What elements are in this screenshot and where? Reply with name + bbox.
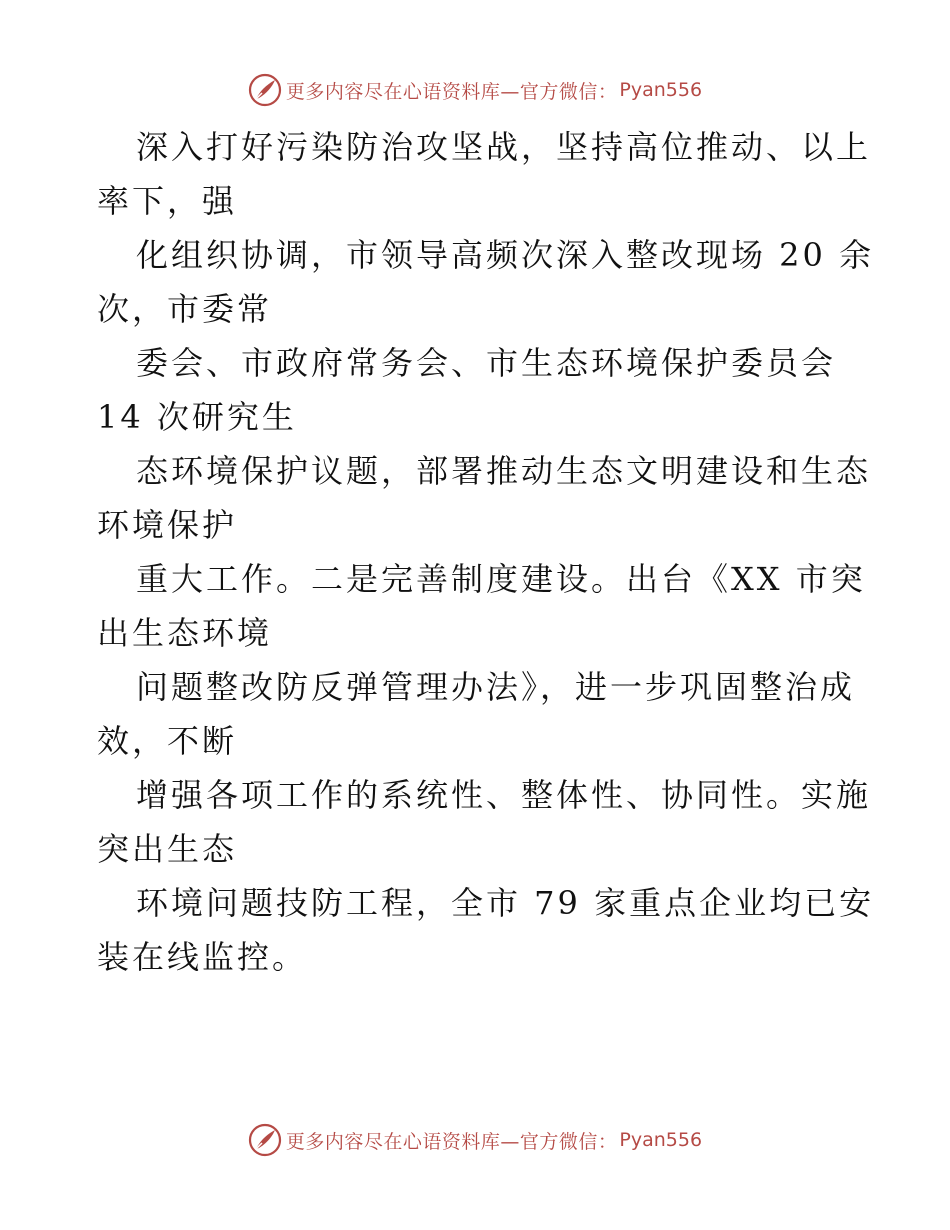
text-line: 突出生态 [97, 830, 238, 868]
header-banner-handle: Pyan556 [619, 79, 703, 101]
text-line: 深入打好污染防治攻坚战，坚持高位推动、以上 [136, 128, 872, 166]
header-banner-text: 更多内容尽在心语资料库—官方微信： [285, 80, 618, 103]
text-line: 出生态环境 [97, 614, 273, 652]
text-line: 14 次研究生 [97, 398, 297, 436]
text-line: 态环境保护议题，部署推动生态文明建设和生态 [136, 452, 872, 490]
text-line: 率下，强 [97, 182, 238, 220]
document-body [97, 120, 875, 984]
text-line: 次，市委常 [97, 290, 273, 328]
quill-pen-icon [248, 1123, 282, 1157]
text-line: 化组织协调，市领导高频次深入整改现场 20 余 [136, 236, 875, 274]
text-line: 环境保护 [97, 506, 238, 544]
text-line: 问题整改防反弹管理办法》，进一步巩固整治成 [136, 668, 856, 706]
header-banner [0, 70, 950, 110]
text-line: 委会、市政府常务会、市生态环境保护委员会 [136, 344, 837, 382]
footer-banner [0, 1120, 950, 1160]
footer-banner-handle: Pyan556 [619, 1129, 703, 1151]
text-line: 增强各项工作的系统性、整体性、协同性。实施 [136, 776, 872, 814]
text-line: 环境问题技防工程，全市 79 家重点企业均已安 [136, 884, 875, 922]
text-line: 效，不断 [97, 722, 238, 760]
footer-banner-text: 更多内容尽在心语资料库—官方微信： [285, 1130, 618, 1153]
text-line: 装在线监控。 [97, 938, 308, 976]
text-line: 重大工作。二是完善制度建设。出台《XX 市突 [136, 560, 866, 598]
quill-pen-icon [248, 73, 282, 107]
